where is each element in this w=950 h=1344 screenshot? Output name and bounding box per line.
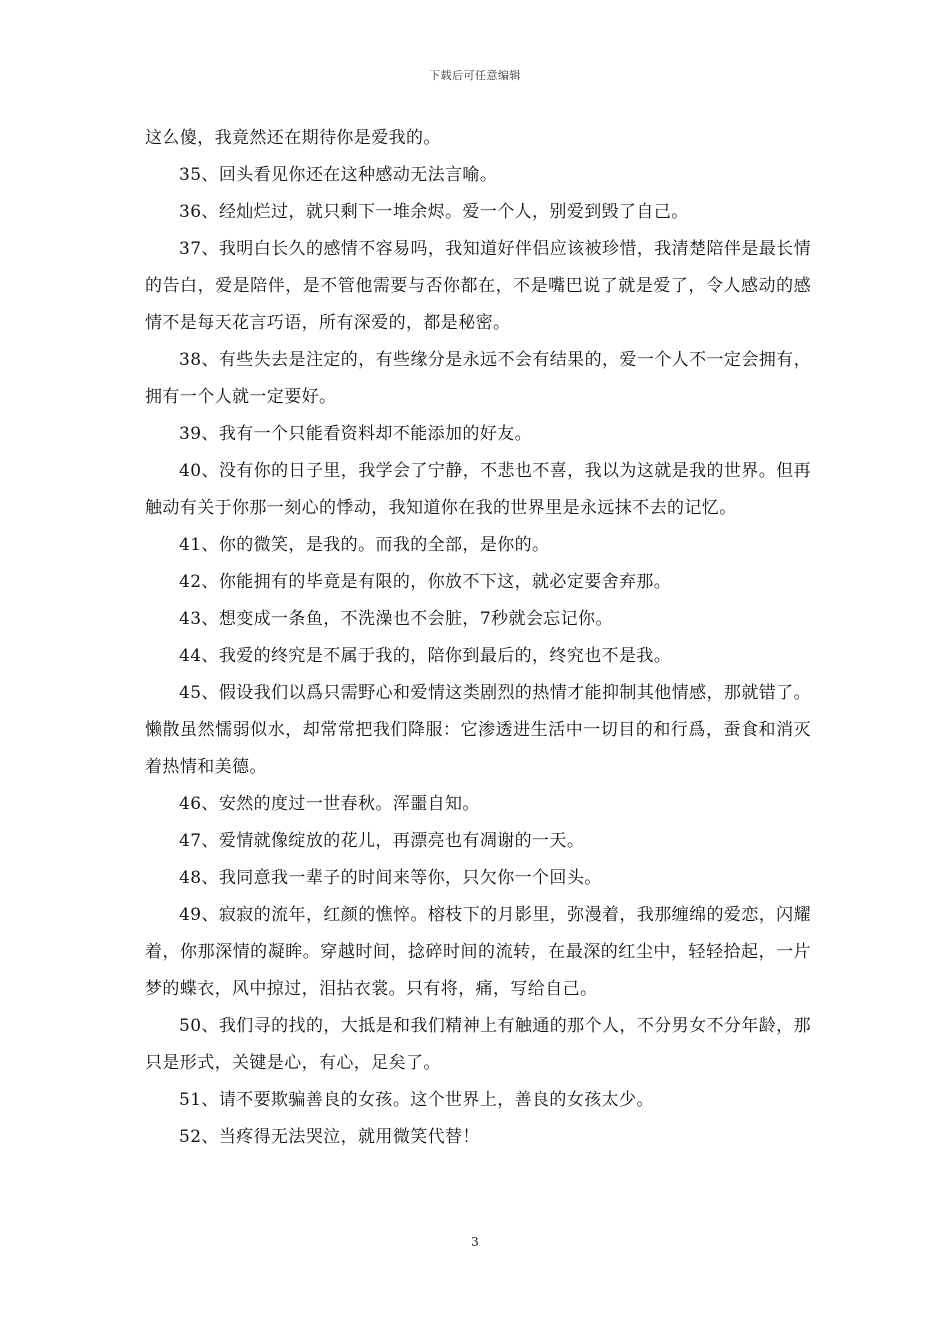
- paragraph: 36、经灿烂过，就只剩下一堆余烬。爱一个人，别爱到毁了自己。: [179, 202, 689, 222]
- paragraph: 49、寂寂的流年，红颜的憔悴。榕枝下的月影里，弥漫着，我那缠绵的爱恋，闪耀着，你那深情的凝眸。穿越时间，捻碎时间的流转，在最深的红尘中，轻轻拾起，一片梦的蝶衣，风中掠过，泪拈衣裳。只有将，痛，写给自己。: [145, 905, 811, 999]
- paragraph: 41、你的微笑，是我的。而我的全部，是你的。: [179, 535, 550, 555]
- paragraph: 46、安然的度过一世春秋。浑噩自知。: [179, 794, 480, 814]
- paragraph: 47、爱情就像绽放的花儿，再漂亮也有凋谢的一天。: [179, 831, 585, 851]
- paragraph: 35、回头看见你还在这种感动无法言喻。: [179, 165, 498, 185]
- paragraph: 43、想变成一条鱼，不洗澡也不会脏，7秒就会忘记你。: [179, 609, 613, 629]
- paragraph: 52、当疼得无法哭泣，就用微笑代替！: [179, 1127, 480, 1147]
- paragraph: 38、有些失去是注定的，有些缘分是永远不会有结果的，爱一个人不一定会拥有，拥有一个人就一定要好。: [145, 350, 811, 407]
- paragraph: 37、我明白长久的感情不容易吗，我知道好伴侣应该被珍惜，我清楚陪伴是最长情的告白，爱是陪伴，是不管他需要与否你都在，不是嘴巴说了就是爱了，令人感动的感情不是每天花言巧语，所有深爱的，都是秘密。: [145, 239, 811, 333]
- page-header: 下载后可任意编辑: [429, 69, 521, 82]
- paragraph: 51、请不要欺骗善良的女孩。这个世界上，善良的女孩太少。: [179, 1090, 654, 1110]
- paragraph: 44、我爱的终究是不属于我的，陪你到最后的，终究也不是我。: [179, 646, 672, 666]
- paragraph: 48、我同意我一辈子的时间来等你，只欠你一个回头。: [179, 868, 602, 888]
- paragraph: 50、我们寻的找的，大抵是和我们精神上有触通的那个人，不分男女不分年龄，那只是形式，关键是心，有心，足矣了。: [145, 1016, 811, 1073]
- page-number: 3: [471, 1235, 479, 1249]
- paragraph: 这么傻，我竟然还在期待你是爱我的。: [145, 128, 441, 148]
- document-body: [145, 120, 811, 1156]
- paragraph: 40、没有你的日子里，我学会了宁静，不悲也不喜，我以为这就是我的世界。但再触动有关于你那一刻心的悸动，我知道你在我的世界里是永远抹不去的记忆。: [145, 461, 811, 518]
- paragraph: 42、你能拥有的毕竟是有限的，你放不下这，就必定要舍弃那。: [179, 572, 672, 592]
- paragraph: 39、我有一个只能看资料却不能添加的好友。: [179, 424, 533, 444]
- paragraph: 45、假设我们以爲只需野心和爱情这类剧烈的热情才能抑制其他情感，那就错了。懒散虽然懦弱似水，却常常把我们降服：它渗透进生活中一切目的和行爲，蚕食和消灭着热情和美德。: [145, 683, 811, 777]
